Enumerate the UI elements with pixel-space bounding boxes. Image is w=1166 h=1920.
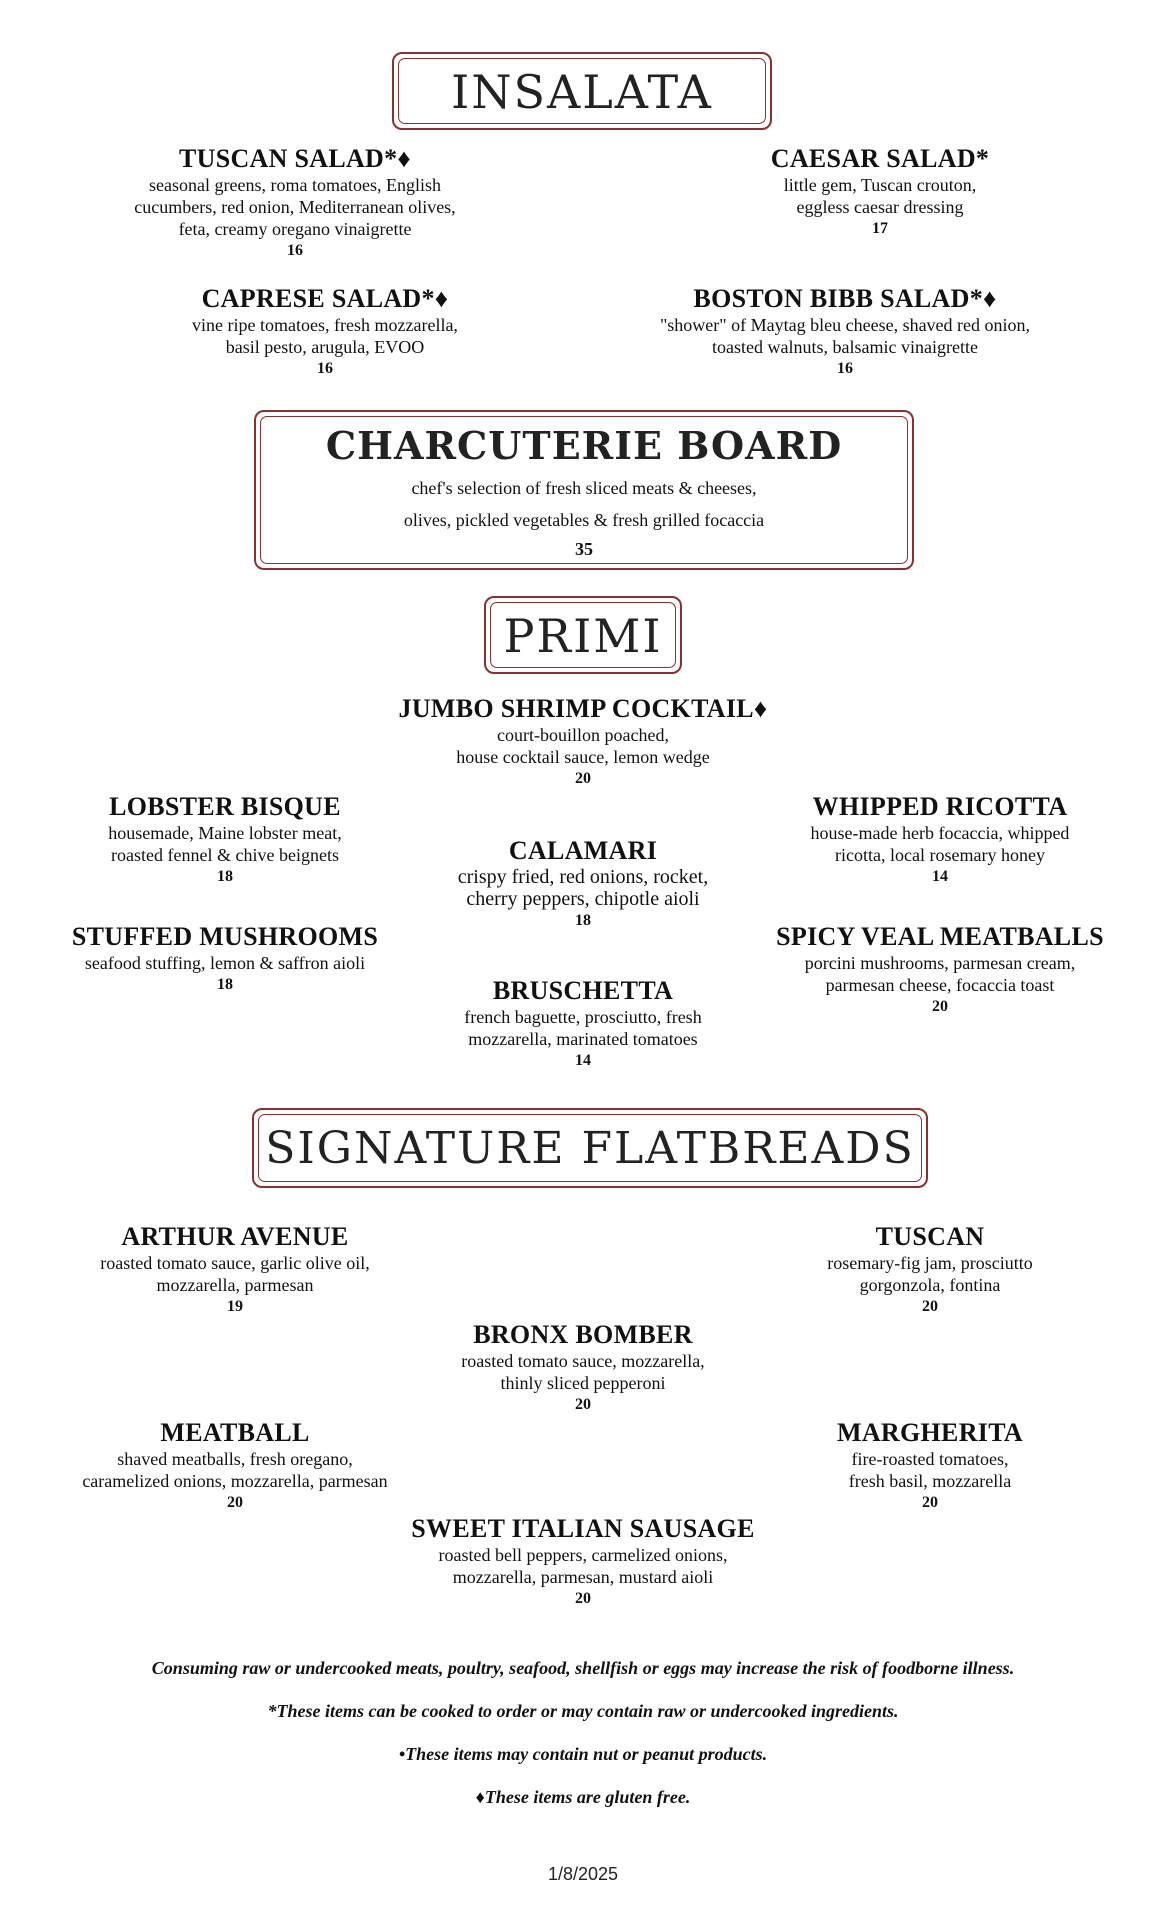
item-name: CALAMARI [508,836,658,865]
cooked-to-order-note: *These items can be cooked to order or may contain raw or undercooked ingredients. [267,1701,899,1721]
item-desc: house-made herb focaccia, whipped [810,823,1070,843]
menu-date: 1/8/2025 [547,1864,619,1884]
item-price: 20 [575,1396,591,1413]
charcuterie-board-box [254,410,914,570]
item-desc: fire-roasted tomatoes, [851,1449,1009,1469]
item-desc: mozzarella, parmesan [156,1275,314,1295]
item-price: 16 [837,360,853,377]
item-price: 14 [932,868,948,885]
item-desc: toasted walnuts, balsamic vinaigrette [712,337,978,357]
item-desc: thinly sliced pepperoni [500,1373,666,1393]
item-name: SWEET ITALIAN SAUSAGE [411,1514,755,1543]
insalata-banner [392,52,772,130]
item-desc: mozzarella, marinated tomatoes [468,1029,698,1049]
item-desc: ricotta, local rosemary honey [835,845,1045,865]
primi-title: PRIMI [503,609,663,663]
menu-item-bruschetta [418,976,748,1072]
item-name: LOBSTER BISQUE [109,792,341,821]
menu-item-calamari [408,836,758,932]
item-name: CAESAR SALAD* [770,144,990,173]
item-name: STUFFED MUSHROOMS [71,922,379,951]
item-name: SPICY VEAL MEATBALLS [776,922,1104,951]
item-price: 18 [217,868,233,885]
item-desc: roasted fennel & chive beignets [111,845,339,865]
item-price: 19 [227,1298,243,1315]
item-name: MARGHERITA [837,1418,1023,1447]
item-price: 17 [872,220,888,237]
menu-item-boston-bibb-salad [620,284,1070,380]
menu-item-tuscan-flatbread [780,1222,1080,1318]
item-desc: seafood stuffing, lemon & saffron aioli [84,953,366,973]
nut-allergy-note: •These items may contain nut or peanut products. [398,1744,768,1764]
item-name: MEATBALL [160,1418,310,1447]
menu-item-jumbo-shrimp-cocktail [368,694,798,790]
menu-item-spicy-veal-meatballs [770,922,1110,1018]
item-desc: crispy fried, red onions, rocket, [457,866,709,888]
item-name: BRONX BOMBER [473,1320,693,1349]
item-name: CAPRESE SALAD*♦ [201,284,449,313]
item-name: ARTHUR AVENUE [121,1222,349,1251]
item-desc: eggless caesar dressing [796,197,964,217]
menu-item-bronx-bomber [418,1320,748,1416]
item-desc: porcini mushrooms, parmesan cream, [804,953,1076,973]
item-price: 16 [287,242,303,259]
item-price: 14 [575,1052,591,1069]
menu-item-sweet-italian-sausage [383,1514,783,1610]
primi-banner [484,596,682,674]
item-name: TUSCAN SALAD*♦ [178,144,411,173]
charcuterie-title: CHARCUTERIE BOARD [325,423,843,468]
menu-item-lobster-bisque [55,792,395,888]
item-desc: cherry peppers, chipotle aioli [466,888,700,910]
item-desc: seasonal greens, roma tomatoes, English [149,175,441,195]
item-desc: roasted tomato sauce, garlic olive oil, [100,1253,370,1273]
item-desc: court-bouillon poached, [497,725,669,745]
item-desc: house cocktail sauce, lemon wedge [456,747,710,767]
item-desc: fresh basil, mozzarella [848,1471,1012,1491]
charcuterie-price: 35 [575,539,593,559]
item-desc: roasted bell peppers, carmelized onions, [438,1545,728,1565]
item-name: WHIPPED RICOTTA [812,792,1068,821]
item-price: 20 [922,1494,938,1511]
menu-item-arthur-avenue [55,1222,415,1318]
item-desc: parmesan cheese, focaccia toast [825,975,1055,995]
item-name: TUSCAN [875,1222,985,1251]
item-desc: housemade, Maine lobster meat, [108,823,342,843]
item-desc: vine ripe tomatoes, fresh mozzarella, [192,315,458,335]
item-price: 18 [575,912,591,929]
item-price: 20 [922,1298,938,1315]
foodborne-illness-note: Consuming raw or undercooked meats, poultry, seafood, shellfish or eggs may increase the risk of foodborne illness. [151,1658,1015,1678]
menu-item-stuffed-mushrooms [45,922,405,996]
item-price: 20 [227,1494,243,1511]
signature-flatbreads-title: SIGNATURE FLATBREADS [265,1123,915,1174]
item-desc: shaved meatballs, fresh oregano, [117,1449,353,1469]
signature-flatbreads-banner [252,1108,928,1188]
item-price: 16 [317,360,333,377]
item-desc: cucumbers, red onion, Mediterranean olives, [134,197,456,217]
charcuterie-desc: olives, pickled vegetables & fresh grilled focaccia [403,510,765,530]
item-desc: little gem, Tuscan crouton, [783,175,977,195]
item-desc: mozzarella, parmesan, mustard aioli [452,1567,714,1587]
item-desc: gorgonzola, fontina [859,1275,1001,1295]
menu-item-caprese-salad [140,284,510,380]
item-name: BRUSCHETTA [492,976,674,1005]
item-desc: rosemary-fig jam, prosciutto [827,1253,1033,1273]
menu-item-caesar-salad [700,144,1060,240]
item-desc: caramelized onions, mozzarella, parmesan [82,1471,388,1491]
menu-item-whipped-ricotta [770,792,1110,888]
insalata-title: INSALATA [451,65,713,119]
item-desc: basil pesto, arugula, EVOO [225,337,425,357]
item-desc: roasted tomato sauce, mozzarella, [461,1351,705,1371]
menu-item-meatball [35,1418,435,1514]
item-price: 20 [575,1590,591,1607]
item-name: BOSTON BIBB SALAD*♦ [693,284,997,313]
menu-item-margherita [800,1418,1060,1514]
item-price: 18 [217,976,233,993]
item-name: JUMBO SHRIMP COCKTAIL♦ [398,694,768,723]
item-desc: feta, creamy oregano vinaigrette [178,219,412,239]
gluten-free-note: ♦These items are gluten free. [475,1787,691,1807]
menu-item-tuscan-salad [95,144,495,262]
item-desc: "shower" of Maytag bleu cheese, shaved red onion, [659,315,1031,335]
charcuterie-desc: chef's selection of fresh sliced meats & cheeses, [411,478,757,498]
item-price: 20 [932,998,948,1015]
item-desc: french baguette, prosciutto, fresh [464,1007,702,1027]
item-price: 20 [575,770,591,787]
